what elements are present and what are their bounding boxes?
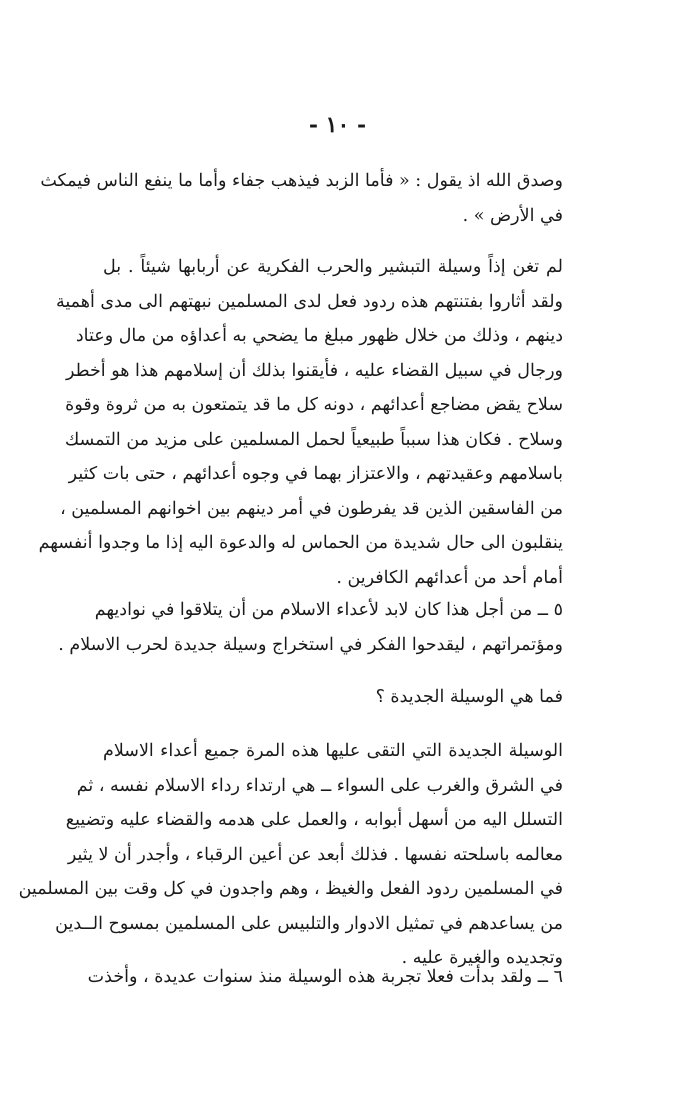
text-line: دينهم ، وذلك من خلال ظهور مبلغ ما يضحي به أعداؤه من مال وعتاد [75,326,563,346]
text-line: ٦ ــ ولقد بدأت فعلا تجربة هذه الوسيلة منذ سنوات عديدة ، وأخذت [87,967,563,987]
text-line: من يساعدهم في تمثيل الادوار والتلبيس على المسلمين بمسوح الــدين [55,913,563,934]
text-line: ٥ ــ من أجل هذا كان لابد لأعداء الاسلام من أن يتلاقوا في نواديهم [94,600,563,620]
text-line: وتجديده والغيرة عليه . [401,948,563,968]
text-line: الوسيلة الجديدة التي التقى عليها هذه المرة جميع أعداء الاسلام [103,741,563,761]
text-line: سلاح يقض مضاجع أعدائهم ، دونه كل ما قد يتمتعون به من ثروة وقوة [65,395,563,415]
text-line: ومؤتمراتهم ، ليقدحوا الفكر في استخراج وسيلة جديدة لحرب الاسلام . [58,634,563,655]
text-line: أمام أحد من أعدائهم الكافرين . [336,567,563,588]
paragraph-section-5 [58,593,563,662]
paragraph-question [103,680,563,715]
text-line: معالمه باسلحته نفسها . فذلك أبعد عن أعين الرقباء ، وأجدر أن لا يثير [67,844,563,865]
paragraph-new-method [18,734,563,976]
text-line: التسلل اليه من أسهل أبوابه ، والعمل على هدمه والقضاء عليه وتضييع [65,810,563,830]
paragraph-quran-quote [40,164,563,233]
text-line: ولقد أثاروا بفتنتهم هذه ردود فعل لدى المسلمين نبهتهم الى مدى أهمية [55,291,563,312]
text-line: وسلاح . فكان هذا سبباً طبيعياً لحمل المسلمين على مزيد من التمسك [64,429,563,450]
paragraph-section-6 [87,960,563,995]
text-line: من الفاسقين الذين قد يفرطون في أمر دينهم بين اخوانهم المسلمين ، [60,498,563,519]
text-line: ينقلبون الى حال شديدة من الحماس له والدعوة اليه إذا ما وجدوا أنفسهم [38,533,563,553]
text-line: في الشرق والغرب على السواء ــ هي ارتداء رداء الاسلام نفسه ، ثم [76,775,563,796]
question-line: فما هي الوسيلة الجديدة ؟ [375,687,563,707]
text-line: وصدق الله اذ يقول : « فأما الزبد فيذهب جفاء وأما ما ينفع الناس فيمكث [40,171,563,191]
paragraph-preaching [38,250,563,595]
text-line: لم تغن إذاً وسيلة التبشير والحرب الفكرية عن أربابها شيئاً . بل [103,257,563,277]
text-line: في الأرض » . [462,205,563,226]
text-line: في المسلمين ردود الفعل والغيظ ، وهم واجدون في كل وقت بين المسلمين [18,879,563,899]
text-line: باسلامهم وعقيدتهم ، والاعتزاز بهما في وجوه أعدائهم ، حتى بات كثير [68,464,563,484]
page-number: - ١٠ - [308,112,367,138]
text-line: ورجال في سبيل القضاء عليه ، فأيقنوا بذلك أن إسلامهم هذا هو أخطر [65,360,563,381]
